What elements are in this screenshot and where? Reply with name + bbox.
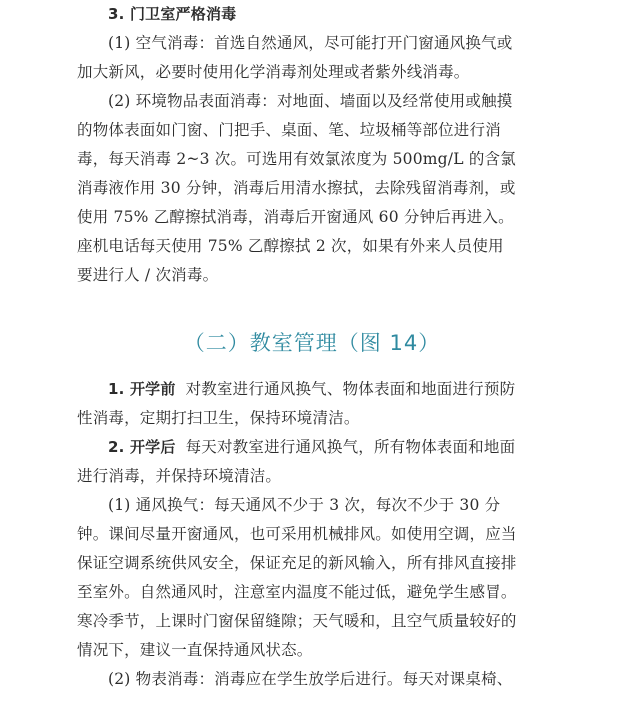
classroom-section <box>77 375 517 694</box>
guard-room-heading <box>77 0 517 29</box>
guard-room-section <box>77 0 517 290</box>
after-school-label: 2. 开学后 <box>108 438 176 456</box>
ventilation-paragraph: (1) 通风换气：每天通风不少于 3 次，每次不少于 30 分钟。课间尽量开窗通风，也可采用机械排风。如使用空调，应当保证空调系统供风安全，保证充足的新风输入，所有排风直接排至室外。自然通风时，注意室内温度不能过低，避免学生感冒。寒冷季节，上课时门窗保留缝隙；天气暖和，且空气质量较好的情况下，建议一直保持通风状态。 <box>77 496 517 659</box>
after-school-text: 每天对教室进行通风换气，所有物体表面和地面进行消毒，并保持环境清洁。 <box>77 438 516 485</box>
air-disinfection-paragraph: (1) 空气消毒：首选自然通风，尽可能打开门窗通风换气或加大新风，必要时使用化学消毒剂处理或者紫外线消毒。 <box>77 34 513 81</box>
before-school-text: 对教室进行通风换气、物体表面和地面进行预防性消毒，定期打扫卫生，保持环境清洁。 <box>77 380 516 427</box>
section-title: （二）教室管理（图 14） <box>183 331 441 355</box>
guard-room-heading-text: 3. 门卫室严格消毒 <box>108 5 237 23</box>
before-school-item <box>77 375 517 433</box>
surface-disinfection-paragraph: (2) 环境物品表面消毒：对地面、墙面以及经常使用或触摸的物体表面如门窗、门把手、桌面、笔、垃圾桶等部位进行消毒，每天消毒 2~3 次。可选用有效氯浓度为 500mg/L 的含氯消毒液作用 30 分钟，消毒后用清水擦拭，去除残留消毒剂，或使用 75% 乙醇擦拭消毒，消毒后开窗通风 60 分钟后再进入。座机电话每天使用 75% 乙醇擦拭 2 次，如果有外来人员使用要进行人 / 次消毒。 <box>77 92 516 284</box>
surface-cleaning-paragraph: (2) 物表消毒：消毒应在学生放学后进行。每天对课桌椅、 <box>108 670 513 688</box>
before-school-label: 1. 开学前 <box>108 380 176 398</box>
after-school-item <box>77 433 517 491</box>
